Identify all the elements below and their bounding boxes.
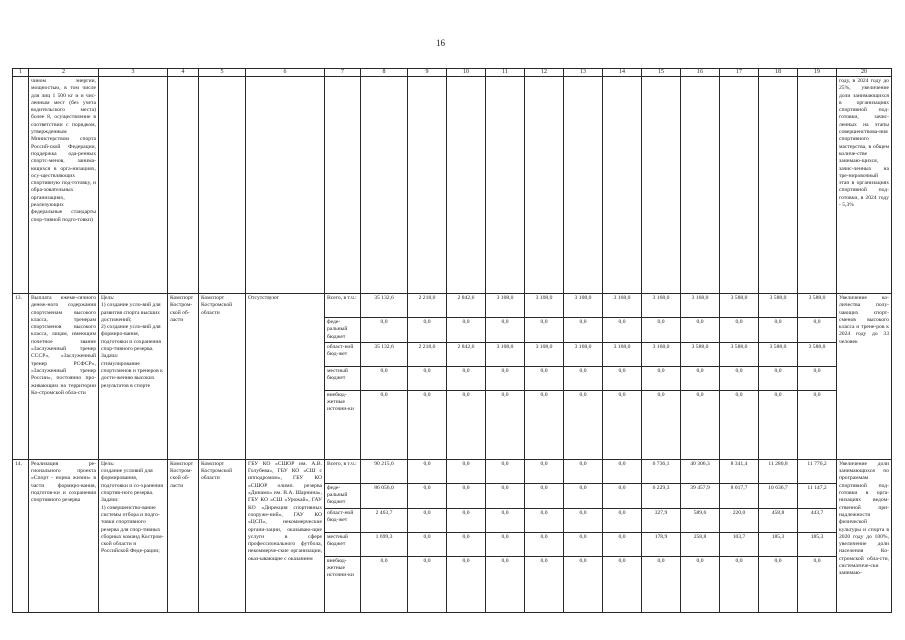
value-cell: 0,0 bbox=[603, 459, 642, 483]
column-header: 7 bbox=[325, 69, 361, 77]
source-label: област-ной бюд-жет bbox=[325, 342, 361, 366]
value-cell: 3 168,0 bbox=[603, 342, 642, 366]
header-row bbox=[13, 69, 892, 77]
cell-num bbox=[13, 77, 29, 294]
value-cell: 3 168,0 bbox=[642, 342, 681, 366]
column-header: 4 bbox=[168, 69, 199, 77]
cell-activity-name: чином энергии, мощностью, в том числе для лиц 1 500 кг и и чис-ленным мест (без учета водительского места) более 8, осуществление в соответствии с порядком, утвержденным Министерством спорта Россий-ской Федерации, поддержка ода-ренных спортс-менов, занима-ющихся в орга-низациях, осу-ществляющих спортивную под-готовку, и обра-зовательных организациях, реализующих федеральные стандарты спор-тивной подго-товки) bbox=[29, 77, 99, 294]
value-cell: 2 842,6 bbox=[447, 294, 486, 318]
row-14-name: Реализация ре-гионального проекта «Спорт - норма жизни» в части формиро-вания, подготов-ки и сохранения спортивного резерва bbox=[29, 459, 99, 612]
value-cell: 3 588,0 bbox=[798, 342, 837, 366]
row-14-total bbox=[13, 459, 892, 483]
column-header: 5 bbox=[199, 69, 246, 77]
value-cell: 3 108,0 bbox=[486, 294, 525, 318]
column-header: 19 bbox=[798, 69, 837, 77]
value-cell: 0,0 bbox=[564, 508, 603, 532]
value-cell: 3 168,0 bbox=[603, 294, 642, 318]
value-cell: 86 056,0 bbox=[361, 483, 408, 508]
value-cell: 3 168,0 bbox=[564, 342, 603, 366]
value-cell: 0,0 bbox=[759, 390, 798, 459]
value-cell: 3 108,0 bbox=[486, 342, 525, 366]
value-cell: 3 588,0 bbox=[759, 342, 798, 366]
source-label: внебюд-жетные источни-ки bbox=[325, 556, 361, 612]
value-cell: 0,0 bbox=[408, 532, 447, 556]
value-cell: 0,0 bbox=[447, 483, 486, 508]
value-cell: 3 588,0 bbox=[720, 342, 759, 366]
source-label: феде-ральный бюджет bbox=[325, 318, 361, 343]
value-cell: 0,0 bbox=[525, 459, 564, 483]
column-header: 1 bbox=[13, 69, 29, 77]
value-cell: 0,0 bbox=[486, 556, 525, 612]
row-13-number: 13. bbox=[13, 294, 29, 460]
column-header: 20 bbox=[837, 69, 892, 77]
value-cell: 0,0 bbox=[447, 318, 486, 343]
column-header: 18 bbox=[759, 69, 798, 77]
value-cell: 220,0 bbox=[720, 508, 759, 532]
column-header: 9 bbox=[408, 69, 447, 77]
value-cell: 10 636,7 bbox=[759, 483, 798, 508]
value-cell: 2 218,0 bbox=[408, 294, 447, 318]
value-cell: 0,0 bbox=[361, 390, 408, 459]
value-cell: 327,9 bbox=[642, 508, 681, 532]
row-13-participants: Отсутствуют bbox=[246, 294, 325, 460]
value-cell: 2 463,7 bbox=[361, 508, 408, 532]
value-cell: 0,0 bbox=[642, 556, 681, 612]
value-cell: 6 736,1 bbox=[642, 459, 681, 483]
source-label: местный бюджет bbox=[325, 366, 361, 390]
value-cell: 3 588,0 bbox=[720, 294, 759, 318]
value-cell: 0,0 bbox=[408, 390, 447, 459]
column-header: 13 bbox=[564, 69, 603, 77]
value-cell: 8 017,7 bbox=[720, 483, 759, 508]
value-cell: 0,0 bbox=[361, 318, 408, 343]
value-cell: 0,0 bbox=[486, 459, 525, 483]
value-cell: 0,0 bbox=[603, 508, 642, 532]
value-cell: 185,3 bbox=[759, 532, 798, 556]
value-cell: 11 280,8 bbox=[759, 459, 798, 483]
value-cell: 8 341,4 bbox=[720, 459, 759, 483]
value-cell: 3 168,0 bbox=[642, 294, 681, 318]
value-cell: 178,9 bbox=[642, 532, 681, 556]
value-cell: 0,0 bbox=[759, 318, 798, 343]
value-cell: 443,7 bbox=[798, 508, 837, 532]
value-cell: 0,0 bbox=[486, 390, 525, 459]
column-header: 3 bbox=[99, 69, 168, 77]
value-cell: 0,0 bbox=[486, 366, 525, 390]
value-cell: 0,0 bbox=[603, 556, 642, 612]
value-cell: 2 842,6 bbox=[447, 342, 486, 366]
value-cell: 185,3 bbox=[798, 532, 837, 556]
value-cell: 458,8 bbox=[759, 508, 798, 532]
value-cell: 0,0 bbox=[525, 483, 564, 508]
value-cell: 0,0 bbox=[603, 390, 642, 459]
value-cell: 0,0 bbox=[603, 532, 642, 556]
value-cell: 3 588,0 bbox=[798, 294, 837, 318]
value-cell: 0,0 bbox=[525, 366, 564, 390]
value-cell: 0,0 bbox=[486, 483, 525, 508]
value-cell: 0,0 bbox=[798, 556, 837, 612]
value-cell: 0,0 bbox=[525, 556, 564, 612]
value-cell: 0,0 bbox=[681, 318, 720, 343]
value-cell: 0,0 bbox=[642, 366, 681, 390]
column-header: 11 bbox=[486, 69, 525, 77]
value-cell: 3 108,0 bbox=[525, 342, 564, 366]
row-13-total bbox=[13, 294, 892, 318]
value-cell: 0,0 bbox=[525, 390, 564, 459]
value-cell: 0,0 bbox=[408, 483, 447, 508]
value-cell: 0,0 bbox=[720, 390, 759, 459]
row-14-result: Увеличение доли занимающихся по программам спортивной под-готовки в орга-низациях ведом-ственной при-надлежности физической культуры и спорта в 2020 году до 100%, увеличение доли населения Ко-стромской обла-сти, систематиче-ски занимаю- bbox=[837, 459, 892, 612]
column-header: 2 bbox=[29, 69, 99, 77]
value-cell: 0,0 bbox=[486, 318, 525, 343]
cell-result: году, в 2024 году до 25%, увеличение доли занимающихся в организациях спортивной под-готовки, зачис-ленных на этапы совершенствова-ния спортивного мастерства, в общем количе-стве занимаю-щихся, зачис-ленных на тре-нировочный этап в организациях спортивной под-готовки, в 2024 году - 5,3% bbox=[837, 77, 892, 294]
value-cell: 0,0 bbox=[525, 508, 564, 532]
value-cell: 0,0 bbox=[798, 318, 837, 343]
row-14-goal: Цель: создание условий для формирования, подготовки и со-хранения спортив-ного резерва. Задачи: 1) совершенство-вание системы отбора и подго-товки спортивного резерва для спор-тивных сборных команд Костром-ской области и Российской Феде-рации; bbox=[99, 459, 168, 612]
value-cell: 0,0 bbox=[603, 366, 642, 390]
value-cell: 2 218,0 bbox=[408, 342, 447, 366]
value-cell: 0,0 bbox=[759, 556, 798, 612]
value-cell: 40 306,3 bbox=[681, 459, 720, 483]
value-cell: 0,0 bbox=[447, 556, 486, 612]
value-cell: 3 588,0 bbox=[759, 294, 798, 318]
value-cell: 35 132,6 bbox=[361, 342, 408, 366]
value-cell: 0,0 bbox=[564, 459, 603, 483]
value-cell: 0,0 bbox=[564, 483, 603, 508]
column-header: 16 bbox=[681, 69, 720, 77]
value-cell: 0,0 bbox=[486, 532, 525, 556]
column-header: 6 bbox=[246, 69, 325, 77]
value-cell: 0,0 bbox=[681, 390, 720, 459]
source-label: област-ной бюд-жет bbox=[325, 508, 361, 532]
value-cell: 0,0 bbox=[759, 366, 798, 390]
value-cell: 3 108,0 bbox=[525, 294, 564, 318]
value-cell: 0,0 bbox=[642, 318, 681, 343]
page-number: 16 bbox=[436, 38, 445, 48]
value-cell: 0,0 bbox=[447, 459, 486, 483]
value-cell: 258,8 bbox=[681, 532, 720, 556]
value-cell: 11 776,2 bbox=[798, 459, 837, 483]
value-cell: 0,0 bbox=[720, 366, 759, 390]
row-13-goal: Цель: 1) создание усло-вий для развития спорта высших достижений; 2) создание усло-вий для формиро-вания, подготовки и сохранения спор-тивного резерва. Задача: стимулирование спортсменов и тренеров к дости-жению высоких результатов в спорте bbox=[99, 294, 168, 460]
value-cell: 0,0 bbox=[408, 366, 447, 390]
source-label: Всего, в т.ч.: bbox=[325, 459, 361, 483]
row-13-result: Увеличение ко-личества полу-чающих спорт-сменов высокого класса и трене-ров к 2024 году до 33 человек bbox=[837, 294, 892, 460]
continuation-row bbox=[13, 77, 892, 294]
value-cell: 0,0 bbox=[361, 556, 408, 612]
value-cell: 0,0 bbox=[525, 532, 564, 556]
value-cell: 0,0 bbox=[361, 366, 408, 390]
value-cell: 0,0 bbox=[486, 508, 525, 532]
value-cell: 0,0 bbox=[564, 366, 603, 390]
value-cell: 35 132,6 bbox=[361, 294, 408, 318]
row-13-name: Выплата ежеме-сячного денеж-ного содержания спортсменам высокого класса, тренерам спортсменов высокого класса, лицам, имеющим почетное звание «Заслуженный тренер СССР», «Заслуженный тренер РСФСР», «Заслуженный тренер России», постоянно про-живающим на территории Ко-стромской обла-сти bbox=[29, 294, 99, 460]
value-cell: 90 215,6 bbox=[361, 459, 408, 483]
value-cell: 0,0 bbox=[408, 459, 447, 483]
value-cell: 0,0 bbox=[603, 483, 642, 508]
source-label: местный бюджет bbox=[325, 532, 361, 556]
column-header: 8 bbox=[361, 69, 408, 77]
row-14-executor: Комспорт Костром-ской об-ласти bbox=[168, 459, 199, 612]
value-cell: 0,0 bbox=[681, 556, 720, 612]
column-header: 17 bbox=[720, 69, 759, 77]
row-14-participants: ГБУ КО «СШОР им. А.В. Голубева», ГБУ КО «СШ с ипподромом», ГБУ КО «СШОР олимп. резерва «Динамо» им. В.А. Шарнина», ГБУ КО «СШ «Урожай», ГАУ КО «Дирекция спортивных сооруже-ний», ГАУ КО «ЦСП», некоммерческие органи-зации, оказываю-щие услуги в сфере профессионального футбола, некоммерче-ские организации, оказ-ывающие с оказанием bbox=[246, 459, 325, 612]
value-cell: 0,0 bbox=[447, 532, 486, 556]
row-14-number: 14. bbox=[13, 459, 29, 612]
value-cell: 0,0 bbox=[408, 556, 447, 612]
value-cell: 3 588,0 bbox=[681, 342, 720, 366]
column-header: 14 bbox=[603, 69, 642, 77]
value-cell: 3 108,0 bbox=[564, 294, 603, 318]
value-cell: 0,0 bbox=[408, 508, 447, 532]
value-cell: 0,0 bbox=[447, 390, 486, 459]
value-cell: 0,0 bbox=[681, 366, 720, 390]
column-header: 12 bbox=[525, 69, 564, 77]
program-table bbox=[12, 68, 892, 613]
value-cell: 0,0 bbox=[603, 318, 642, 343]
value-cell: 39 457,9 bbox=[681, 483, 720, 508]
source-label: внебюд-жетные источни-ки bbox=[325, 390, 361, 459]
row-13-executor: Комспорт Костром-ской об-ласти bbox=[168, 294, 199, 460]
row-14-coexecutor: Комспорт Костромской области bbox=[199, 459, 246, 612]
row-13-coexecutor: Комспорт Костромской области bbox=[199, 294, 246, 460]
value-cell: 1 699,3 bbox=[361, 532, 408, 556]
source-label: Всего, в т.ч.: bbox=[325, 294, 361, 318]
value-cell: 0,0 bbox=[798, 390, 837, 459]
value-cell: 0,0 bbox=[408, 318, 447, 343]
value-cell: 0,0 bbox=[447, 508, 486, 532]
value-cell: 0,0 bbox=[447, 366, 486, 390]
column-header: 15 bbox=[642, 69, 681, 77]
source-label: феде-ральный бюджет bbox=[325, 483, 361, 508]
value-cell: 0,0 bbox=[720, 318, 759, 343]
value-cell: 0,0 bbox=[564, 390, 603, 459]
value-cell: 103,7 bbox=[720, 532, 759, 556]
value-cell: 0,0 bbox=[525, 318, 564, 343]
value-cell: 0,0 bbox=[564, 556, 603, 612]
value-cell: 0,0 bbox=[564, 318, 603, 343]
value-cell: 6 229,3 bbox=[642, 483, 681, 508]
value-cell: 0,0 bbox=[720, 556, 759, 612]
value-cell: 3 168,0 bbox=[681, 294, 720, 318]
column-header: 10 bbox=[447, 69, 486, 77]
value-cell: 0,0 bbox=[564, 532, 603, 556]
value-cell: 0,0 bbox=[642, 390, 681, 459]
value-cell: 11 147,2 bbox=[798, 483, 837, 508]
value-cell: 589,6 bbox=[681, 508, 720, 532]
value-cell: 0,0 bbox=[798, 366, 837, 390]
